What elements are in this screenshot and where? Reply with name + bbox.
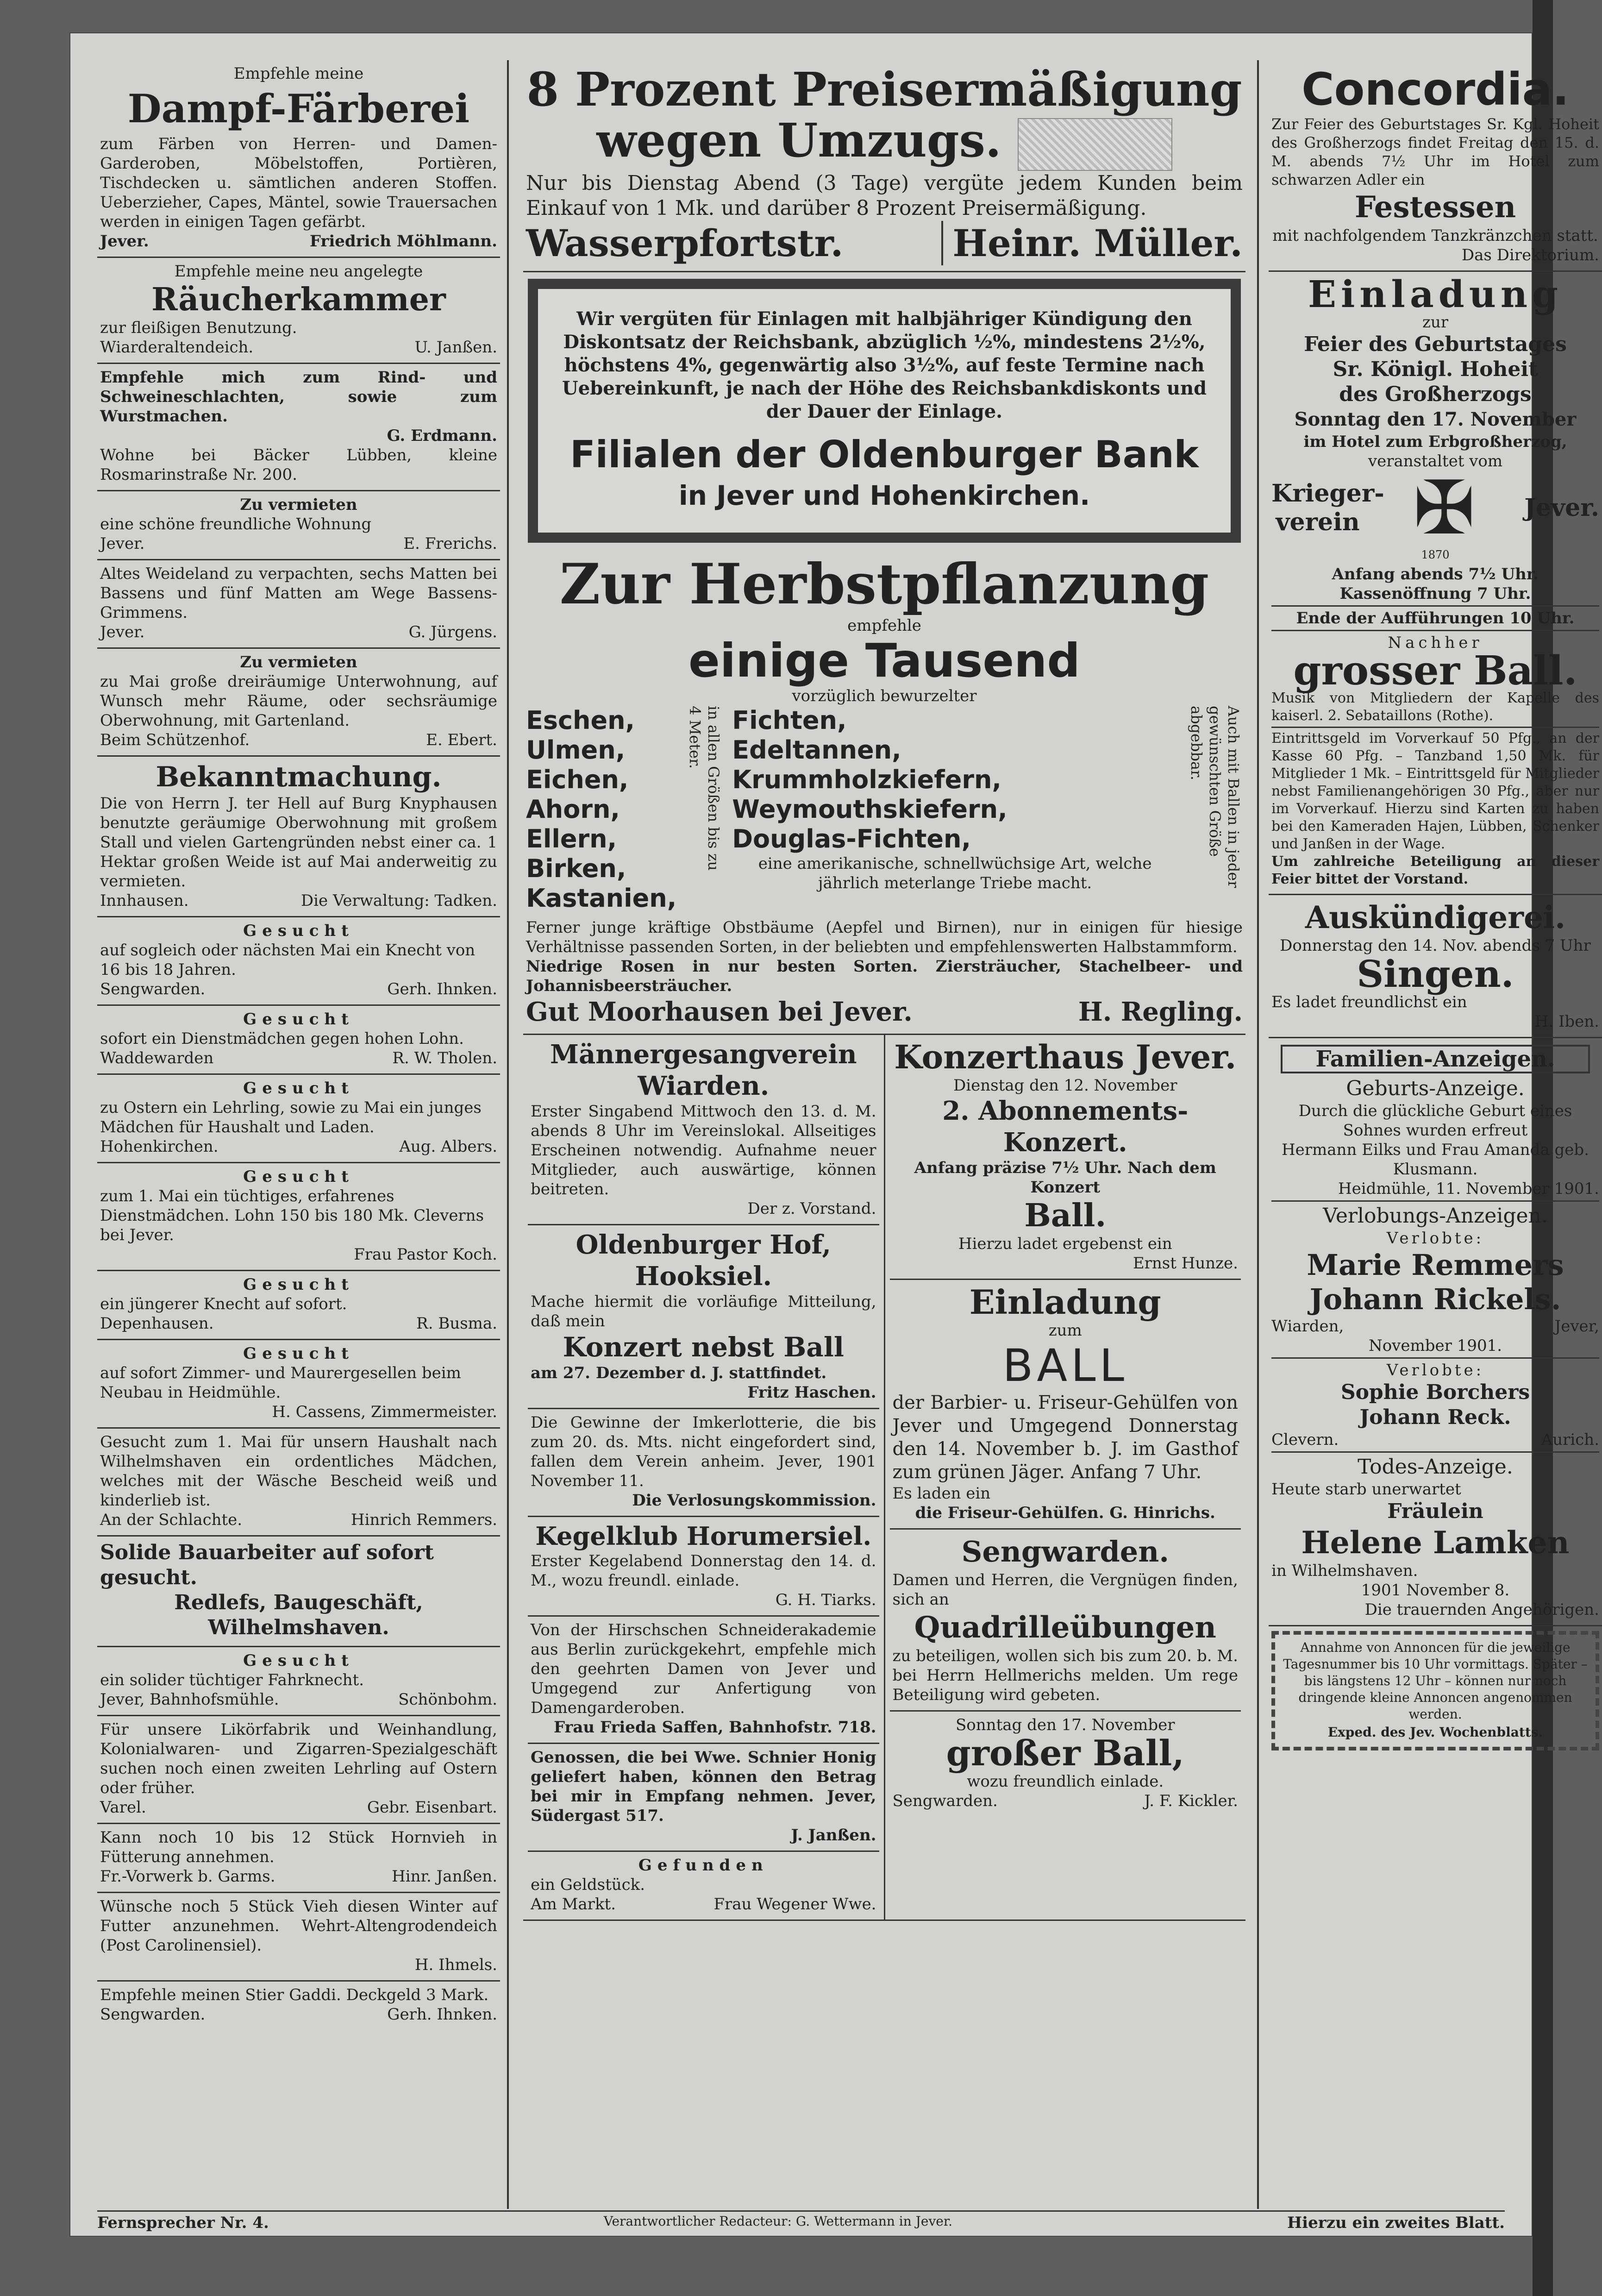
- ad-big: Quadrilleübungen: [914, 1610, 1216, 1645]
- ad-body: Die von Herrn J. ter Hell auf Burg Knyphausen benutzte geräumige Oberwohnung mit großem Stall und vielen Gartengründen nebst einer ca. 1 Hektar großen Weide ist auf Mai anderweitig zu vermieten.: [100, 794, 497, 891]
- ad-body: Erster Kegelabend Donnerstag den 14. d. M., wozu freundl. einlade.: [531, 1552, 876, 1590]
- engaged-name-4: Johann Reck.: [1359, 1405, 1511, 1429]
- ad-signature: Die Verlosungskommission.: [632, 1491, 876, 1510]
- ad-body: Dienstag den 12. November: [953, 1076, 1177, 1095]
- ad-konzerthaus: [890, 1035, 1241, 1280]
- ad-zum: zum: [1048, 1321, 1082, 1340]
- ad-umzug: [523, 60, 1245, 272]
- plant-name: Ahorn,: [526, 795, 620, 824]
- engaged-label: Verlobte:: [1386, 1229, 1484, 1248]
- ad-place: Jever, Bahnhofsmühle.: [100, 1690, 279, 1709]
- ad-title: Zu vermieten: [240, 496, 357, 514]
- ad-gesucht-fahrknecht: [97, 1647, 500, 1716]
- ad-signature: Das Direktorium.: [1461, 246, 1599, 264]
- ad-line-2: Sr. Königl. Hoheit: [1333, 358, 1538, 381]
- ad-body-2: mit nachfolgendem Tanzkränzchen statt.: [1272, 226, 1598, 245]
- death-name: Helene Lamken: [1301, 1524, 1570, 1561]
- ad-body: auf sofort Zimmer- und Maurergesellen beim Neubau in Heidmühle.: [100, 1364, 461, 1402]
- ad-place: Am Markt.: [531, 1895, 616, 1914]
- plant-name: Eschen,: [526, 706, 635, 735]
- ad-place: Beim Schützenhof.: [100, 731, 250, 749]
- ad-hornvieh: [97, 1824, 500, 1893]
- death-body: Heute starb unerwartet: [1271, 1480, 1461, 1499]
- family-title: Familien-Anzeigen.: [1281, 1045, 1590, 1073]
- ad-body-3: Hierzu ladet ergebenst ein: [958, 1235, 1172, 1254]
- ad-title: Einladung: [969, 1282, 1161, 1322]
- ad-title: Gesucht: [243, 1010, 354, 1029]
- ad-subtitle: in Jever und Hohenkirchen.: [678, 480, 1090, 512]
- ad-musik: Musik von Mitgliedern der Kapelle des kaiserl. 2. Sebataillons (Rothe).: [1271, 690, 1599, 724]
- ad-eintritt: Eintrittsgeld im Vorverkauf 50 Pfg., an der Kasse 60 Pfg. – Tanzband 1,50 Mk. für Mitglieder 1 Mk. – Eintrittsgeld für Mitglieder nebst Familienangehörigen 30 Pfg., aber nur im Vorverkauf. Hierzu sind Karten zu haben bei den Kameraden Hajen, Lübben, Schenker und Janßen in der Wage.: [1271, 730, 1599, 852]
- ad-place: Depenhausen.: [100, 1314, 214, 1333]
- ad-gesucht-3: [97, 1075, 500, 1163]
- ad-street: Wasserpfortstr.: [526, 221, 844, 265]
- cross-year: 1870: [1421, 548, 1450, 561]
- ad-body: zur fleißigen Benutzung.: [100, 319, 297, 337]
- ad-place: Sengwarden.: [892, 1792, 998, 1811]
- plant-side-note-1: in allen Größen bis zu 4 Meter.: [686, 706, 723, 871]
- ad-big: einige Tausend: [688, 634, 1080, 688]
- ad-raeucherkammer: [97, 258, 500, 364]
- ad-body: Die Gewinne der Imkerlotterie, die bis zum 20. ds. Mts. nicht eingefordert sind, fallen dem Verein anheim. Jever, 1901 November 11.: [531, 1413, 876, 1491]
- ad-title: Concordia.: [1302, 63, 1569, 115]
- ad-title: Dampf-Färberei: [127, 86, 470, 132]
- ad-herbstpflanzung: [523, 549, 1245, 1035]
- ad-gesucht-5: [97, 1271, 500, 1340]
- ad-big: Singen.: [1357, 952, 1514, 996]
- ad-anfang: Anfang abends 7½ Uhr. Kassenöffnung 7 Uhr.: [1332, 565, 1539, 603]
- plant-name: Kastanien,: [526, 884, 677, 913]
- ad-signature: Um zahlreiche Beteiligung an dieser Feier bittet der Vorstand.: [1271, 853, 1599, 887]
- notice-sign: Exped. des Jev. Wochenblatts.: [1327, 1725, 1543, 1740]
- ad-title: Filialen der Oldenburger Bank: [570, 433, 1199, 477]
- plant-name: Edeltannen,: [732, 735, 901, 765]
- middle-column: [523, 60, 1245, 2218]
- plant-name: Fichten,: [732, 706, 847, 735]
- ad-big: 2. Abonnements-Konzert.: [942, 1096, 1189, 1158]
- ad-oldenburger-bank: [528, 279, 1241, 543]
- ad-body: Gesucht zum 1. Mai für unsern Haushalt nach Wilhelmshaven ein ordentliches Mädchen, welches mit der Wäsche Bescheid weiß und kinderlieb ist.: [100, 1433, 497, 1510]
- ad-title: Gesucht: [243, 1651, 354, 1670]
- ad-signature: G. Jürgens.: [408, 623, 497, 641]
- ad-body: zu Ostern ein Lehrling, sowie zu Mai ein junges Mädchen für Haushalt und Laden.: [100, 1098, 482, 1136]
- ad-signature: H. Cassens, Zimmermeister.: [272, 1403, 497, 1421]
- ad-signature: Frau Pastor Koch.: [354, 1245, 497, 1264]
- plant-list-2-note: eine amerikanische, schnellwüchsige Art, welche jährlich meterlange Triebe macht.: [758, 854, 1152, 893]
- ad-body: Wünsche noch 5 Stück Vieh diesen Winter auf Futter anzunehmen. Wehrt-Altengrodendeich (Post Carolinensiel).: [100, 1897, 497, 1955]
- ad-schneiderakademie: [528, 1617, 879, 1744]
- ad-title: Gesucht: [243, 1344, 354, 1363]
- birth-place: Heidmühle, 11. November 1901.: [1338, 1179, 1599, 1198]
- plant-name: Ellern,: [526, 824, 617, 854]
- ad-body: eine schöne freundliche Wohnung: [100, 515, 372, 533]
- ad-signature: Ernst Hunze.: [1133, 1254, 1238, 1273]
- ad-place: Hohenkirchen.: [100, 1137, 219, 1156]
- iron-cross-icon: ✠: [1413, 464, 1476, 551]
- ad-title: Bekanntmachung.: [156, 761, 442, 793]
- ad-signature: J. Janßen.: [791, 1826, 876, 1845]
- ad-dampf-faerberei: [97, 60, 500, 258]
- ad-title: 8 Prozent Preisermäßigung: [526, 62, 1242, 117]
- notice-body: Annahme von Annoncen für die jeweilige Tagesnummer bis 10 Uhr vormittags. Später – bis längstens 12 Uhr – können nur noch dringende kleine Annoncen angenommen werden.: [1283, 1640, 1588, 1722]
- ad-gesucht-2: [97, 1006, 500, 1075]
- notice-box: [1271, 1631, 1599, 1750]
- ad-genossen-honig: [528, 1744, 879, 1852]
- ad-signature: Frau Wegener Wwe.: [713, 1895, 876, 1914]
- ad-title: Sengwarden.: [961, 1535, 1169, 1569]
- ad-title: Zur Herbstpflanzung: [559, 552, 1209, 617]
- ad-jever: Jever.: [1524, 494, 1599, 522]
- ad-title: Redlefs, Baugeschäft, Wilhelmshaven.: [174, 1591, 423, 1639]
- ad-signature: Gebr. Eisenbart.: [367, 1798, 497, 1817]
- ad-zu-vermieten-2: [97, 649, 500, 757]
- right-column: [1269, 60, 1602, 2218]
- ad-body: ein solider tüchtiger Fahrknecht.: [100, 1671, 364, 1689]
- plant-list-2: [732, 706, 1178, 854]
- ad-signature: Schönbohm.: [398, 1690, 497, 1709]
- ad-ball: grosser Ball.: [1293, 647, 1577, 694]
- ad-place: Fr.-Vorwerk b. Garms.: [100, 1867, 275, 1886]
- ad-body-2: wozu freundlich einlade.: [967, 1772, 1164, 1791]
- ad-body: auf sogleich oder nächsten Mai ein Knecht von 16 bis 18 Jahren.: [100, 941, 476, 979]
- ad-signature: J. F. Kickler.: [1144, 1792, 1238, 1811]
- ad-place: Sengwarden.: [100, 980, 206, 998]
- ad-place: Jever.: [100, 534, 145, 553]
- ad-line-1: Feier des Geburtstages: [1304, 332, 1567, 356]
- newspaper-page: [69, 32, 1599, 2237]
- engaged-place-4: Aurich.: [1541, 1430, 1599, 1449]
- plant-name: Eichen,: [526, 765, 629, 795]
- ad-big: großer Ball,: [946, 1732, 1184, 1774]
- ad-place: Sengwarden.: [100, 2005, 206, 2024]
- ad-body: Donnerstag den 14. Nov. abends 7 Uhr: [1280, 936, 1591, 955]
- ad-zur: zur: [1422, 313, 1449, 332]
- ad-big: Konzert nebst Ball: [563, 1331, 844, 1363]
- decorative-image: [1018, 118, 1172, 171]
- death-place: in Wilhelmshaven.: [1271, 1562, 1418, 1580]
- ad-signature: H. Ihmels.: [414, 1956, 497, 1974]
- ad-title: Oldenburger Hof, Hooksiel.: [576, 1230, 831, 1292]
- ad-body-2: Es ladet freundlichst ein: [1271, 993, 1467, 1011]
- engaged-place-2: Jever,: [1554, 1317, 1599, 1336]
- middle-subcolumns: [523, 1035, 1245, 1921]
- ad-likoerfabrik: [97, 1716, 500, 1824]
- ad-body-2: Es laden ein: [892, 1484, 991, 1503]
- ad-body: Sonntag den 17. November: [956, 1716, 1175, 1735]
- birth-title: Geburts-Anzeige.: [1346, 1077, 1525, 1100]
- ad-body: zum Färben von Herren- und Damen-Garderoben, Möbelstoffen, Portièren, Tischdecken u. sämtlichen anderen Stoffen. Ueberzieher, Capes, Mäntel, sowie Trauersachen werden in einigen Tagen gefärbt.: [100, 135, 497, 231]
- ad-body: sofort ein Dienstmädchen gegen hohen Lohn.: [100, 1029, 464, 1048]
- ad-title: Auskündigerei.: [1305, 899, 1566, 935]
- ad-gesucht-1: [97, 917, 500, 1006]
- ad-signature: Gerh. Ihnken.: [387, 2005, 497, 2024]
- death-fraeulein: Fräulein: [1387, 1499, 1483, 1523]
- ad-place: Wiarderaltendeich.: [100, 338, 254, 357]
- ad-krieger: Krieger-verein: [1271, 479, 1384, 536]
- ad-ende: Ende der Aufführungen 10 Uhr.: [1296, 609, 1575, 627]
- engaged-name-3: Sophie Borchers: [1340, 1380, 1530, 1404]
- ad-signature: Der z. Vorstand.: [747, 1199, 876, 1218]
- ad-imkerlotterie: [528, 1409, 879, 1517]
- ad-grosser-ball: [890, 1712, 1241, 1816]
- ad-title: Gesucht: [243, 1275, 354, 1294]
- ad-title: Gefunden: [638, 1856, 769, 1875]
- ad-signature: R. W. Tholen.: [392, 1049, 497, 1067]
- ad-nachher: Nachher: [1388, 634, 1483, 652]
- ad-title: Zu vermieten: [240, 653, 357, 671]
- engaged-date: November 1901.: [1368, 1336, 1502, 1355]
- ad-signature: H. Regling.: [1078, 997, 1243, 1028]
- ad-title-2: wegen Umzugs.: [596, 113, 1001, 168]
- ad-empfehle: empfehle: [847, 616, 921, 635]
- ad-title: Räucherkammer: [151, 281, 446, 318]
- engagement-title: Verlobungs-Anzeigen.: [1323, 1204, 1548, 1228]
- ad-place: An der Schlachte.: [100, 1511, 243, 1529]
- plant-name: Birken,: [526, 854, 626, 884]
- ad-place: Gut Moorhausen bei Jever.: [526, 997, 913, 1028]
- birth-body: Durch die glückliche Geburt eines Sohnes wurden erfreut: [1298, 1102, 1572, 1140]
- engaged-label-2: Verlobte:: [1386, 1361, 1484, 1380]
- ad-body-2: Niedrige Rosen in nur besten Sorten. Ziersträucher, Stachelbeer- und Johannisbeersträucher.: [526, 957, 1243, 996]
- engaged-place-3: Clevern.: [1271, 1430, 1339, 1449]
- ad-title: Gesucht: [243, 1079, 354, 1098]
- ad-kicker: Empfehle meine: [233, 64, 364, 83]
- ad-bauarbeiter: [97, 1537, 500, 1647]
- engaged-place-1: Wiarden,: [1271, 1317, 1344, 1336]
- ad-place: Jever.: [100, 232, 149, 251]
- ad-signature: E. Frerichs.: [403, 534, 497, 553]
- family-notices: [1269, 1038, 1602, 1626]
- ad-body: Genossen, die bei Wwe. Schnier Honig geliefert haben, können den Betrag bei mir in Empfang nehmen. Jever, Südergast 517.: [531, 1748, 876, 1826]
- footer-telephone: Fernsprecher Nr. 4.: [97, 2214, 269, 2232]
- ad-signature: R. Busma.: [416, 1314, 497, 1333]
- ad-signature: Fritz Haschen.: [747, 1383, 876, 1402]
- ad-body: Empfehle mich zum Rind- und Schweineschlachten, sowie zum Wurstmachen.: [100, 368, 497, 426]
- ad-body: der Barbier- u. Friseur-Gehülfen von Jever und Umgegend Donnerstag den 14. November b. J. im Gasthof zum grünen Jäger. Anfang 7 Uhr.: [892, 1392, 1238, 1483]
- ad-signature: G. H. Tiarks.: [775, 1591, 876, 1610]
- ad-body: Wir vergüten für Einlagen mit halbjähriger Kündigung den Diskontsatz der Reichsbank, abzüglich ½%, mindestens 2½%, höchstens 4%, gegenwärtig also 3½%, auf feste Termine nach Uebereinkunft, je nach der Höhe des Reichsbankdiskonts und der Dauer der Einlage.: [562, 308, 1207, 423]
- ad-body: Nur bis Dienstag Abend (3 Tage) vergüte jedem Kunden beim Einkauf von 1 Mk. und darüber 8 Prozent Preisermäßigung.: [526, 171, 1243, 220]
- ad-title: Gesucht: [243, 922, 354, 940]
- footer-editor: Verantwortlicher Redacteur: G. Wettermann in Jever.: [603, 2214, 953, 2229]
- ad-stier: [97, 1982, 500, 2030]
- ad-body: Mache hiermit die vorläufige Mitteilung, daß mein: [531, 1292, 876, 1331]
- ad-signature: Gerh. Ihnken.: [387, 980, 497, 998]
- ad-maennergesangverein: [528, 1035, 879, 1225]
- ad-kegelklub: [528, 1517, 879, 1617]
- column-rule: [1257, 60, 1259, 2209]
- ad-place: Varel.: [100, 1798, 146, 1817]
- left-column: [97, 60, 500, 2218]
- ad-auskuendigerei: [1269, 895, 1602, 1038]
- ad-bekanntmachung: [97, 757, 500, 917]
- ad-body: Erster Singabend Mittwoch den 13. d. M. abends 8 Uhr im Vereinslokal. Allseitiges Erscheinen notwendig. Aufnahme neuer Mitglieder, auch auswärtige, können beitreten.: [531, 1102, 876, 1199]
- death-date: 1901 November 8.: [1361, 1581, 1510, 1600]
- ad-signature: Aug. Albers.: [399, 1137, 497, 1156]
- ad-einladung-kriegerverein: [1269, 272, 1602, 895]
- ad-gesucht-maedchen: [97, 1429, 500, 1537]
- ad-line-3: des Großherzogs: [1339, 383, 1532, 406]
- middle-subcolumn-b: [885, 1035, 1246, 1920]
- ad-gesucht-4: [97, 1163, 500, 1271]
- ad-vieh-futter: [97, 1893, 500, 1982]
- ad-oldenburger-hof: [528, 1225, 879, 1409]
- death-title: Todes-Anzeige.: [1358, 1455, 1513, 1479]
- ad-einladung-ball: [890, 1280, 1241, 1530]
- ad-big: Festessen: [1354, 190, 1516, 225]
- ad-big: BALL: [1002, 1340, 1128, 1392]
- footer-second-sheet: Hierzu ein zweites Blatt.: [1287, 2214, 1505, 2232]
- ad-line-5: im Hotel zum Erbgroßherzog,: [1303, 433, 1567, 451]
- ad-schlachten: [97, 364, 500, 491]
- ad-body: Empfehle meinen Stier Gaddi. Deckgeld 3 Mark.: [100, 1986, 489, 2004]
- ad-line-6: veranstaltet vom: [1368, 452, 1503, 470]
- ad-ball: Ball.: [1024, 1197, 1107, 1235]
- middle-subcolumn-a: [523, 1035, 885, 1920]
- ad-title: Kegelklub Horumersiel.: [535, 1521, 872, 1551]
- ad-place: Jever.: [100, 623, 145, 641]
- ad-concordia: [1269, 60, 1602, 272]
- ad-signature: E. Ebert.: [426, 731, 497, 749]
- ad-body: Ferner junge kräftige Obstbäume (Aepfel und Birnen), nur in einigen für hiesige Verhältnisse passenden Sorten, in der beliebten und empfehlenswerten Halbstammform.: [526, 918, 1243, 957]
- ad-body-2: Anfang präzise 7½ Uhr. Nach dem Konzert: [914, 1159, 1216, 1197]
- ad-signature: Heinr. Müller.: [941, 221, 1243, 265]
- ad-line-4: Sonntag den 17. November: [1294, 408, 1577, 430]
- ad-signature: U. Janßen.: [414, 338, 497, 357]
- plant-lists: [526, 706, 1243, 913]
- ad-signature: G. Erdmann.: [387, 427, 497, 445]
- page-footer: [97, 2210, 1505, 2232]
- ad-gefunden: [528, 1852, 879, 1920]
- ad-kicker: Empfehle meine neu angelegte: [174, 262, 423, 281]
- ad-signature: die Friseur-Gehülfen. G. Hinrichs.: [915, 1504, 1215, 1523]
- plant-name: Weymouthskiefern,: [732, 795, 1008, 824]
- ad-weideland: [97, 560, 500, 649]
- ad-sub: vorzüglich bewurzelter: [792, 687, 977, 706]
- ad-body: ein Geldstück.: [531, 1876, 645, 1895]
- ad-body: zum 1. Mai ein tüchtiges, erfahrenes Dienstmädchen. Lohn 150 bis 180 Mk. Cleverns bei Jever.: [100, 1187, 484, 1244]
- plant-name: Ulmen,: [526, 735, 626, 765]
- plant-side-note-2: Auch mit Ballen in jeder gewünschten Größe abgebbar.: [1188, 706, 1242, 888]
- ad-body-2: Wohne bei Bäcker Lübben, kleine Rosmarinstraße Nr. 200.: [100, 446, 497, 484]
- ad-body: Für unsere Likörfabrik und Weinhandlung, Kolonialwaren- und Zigarren-Spezialgeschäft suchen noch einen zweiten Lehrling auf Ostern oder früher.: [100, 1720, 497, 1797]
- column-rule: [507, 60, 509, 2209]
- ad-title: Gesucht: [243, 1167, 354, 1186]
- ad-body-2: zu beteiligen, wollen sich bis zum 20. b. M. bei Herrn Hellmerichs melden. Um rege Beteiligung wird gebeten.: [892, 1647, 1238, 1705]
- ad-place: Waddewarden: [100, 1049, 214, 1067]
- ad-body: Damen und Herren, die Vergnügen finden, sich an: [892, 1571, 1238, 1609]
- plant-list-1: [526, 706, 676, 913]
- ad-body-2: am 27. Dezember d. J. stattfindet.: [531, 1364, 827, 1383]
- ad-body: zu Mai große dreiräumige Unterwohnung, auf Wunsch mehr Räume, oder sechsräumige Oberwohnung, mit Gartenland.: [100, 672, 497, 730]
- ad-title: Einladung: [1308, 272, 1563, 316]
- ad-sengwarden-quadrille: [890, 1530, 1241, 1712]
- birth-names: Hermann Eilks und Frau Amanda geb. Klusmann.: [1281, 1141, 1589, 1179]
- ad-body: Kann noch 10 bis 12 Stück Hornvieh in Fütterung annehmen.: [100, 1828, 497, 1866]
- ad-signature: Frau Frieda Saffen, Bahnhofstr. 718.: [553, 1718, 876, 1737]
- engaged-name-2: Johann Rickels.: [1309, 1282, 1561, 1316]
- ad-body: Altes Weideland zu verpachten, sechs Matten bei Bassens und fünf Matten am Wege Bassens-Grimmens.: [100, 565, 497, 622]
- death-sign: Die trauernden Angehörigen.: [1364, 1600, 1599, 1619]
- ad-signature: H. Iben.: [1534, 1012, 1599, 1031]
- ad-gesucht-6: [97, 1340, 500, 1429]
- ad-body: Zur Feier des Geburtstages Sr. Kgl. Hoheit des Großherzogs findet Freitag den 15. d. M. abends 7½ Uhr im Hotel zum schwarzen Adler ein: [1271, 115, 1599, 188]
- ad-body: Von der Hirschschen Schneiderakademie aus Berlin zurückgekehrt, empfehle mich den geehrten Damen von Jever und Umgegend zur Anfertigung von Damengarderoben.: [531, 1621, 876, 1718]
- plant-name: Douglas-Fichten,: [732, 824, 971, 854]
- ad-signature: Friedrich Möhlmann.: [309, 232, 497, 251]
- ad-title: Konzerthaus Jever.: [894, 1038, 1237, 1077]
- plant-name: Krummholzkiefern,: [732, 765, 1001, 795]
- engaged-name-1: Marie Remmers: [1307, 1248, 1564, 1282]
- ad-body: ein jüngerer Knecht auf sofort.: [100, 1295, 347, 1313]
- ad-signature: Hinrich Remmers.: [350, 1511, 497, 1529]
- ad-signature: Hinr. Janßen.: [392, 1867, 497, 1886]
- ad-body: Solide Bauarbeiter auf sofort gesucht.: [100, 1541, 434, 1589]
- ad-signature: Die Verwaltung: Tadken.: [300, 891, 497, 910]
- ad-place: Innhausen.: [100, 891, 189, 910]
- ad-zu-vermieten-1: [97, 491, 500, 560]
- ad-title: Männergesangverein Wiarden.: [550, 1039, 857, 1102]
